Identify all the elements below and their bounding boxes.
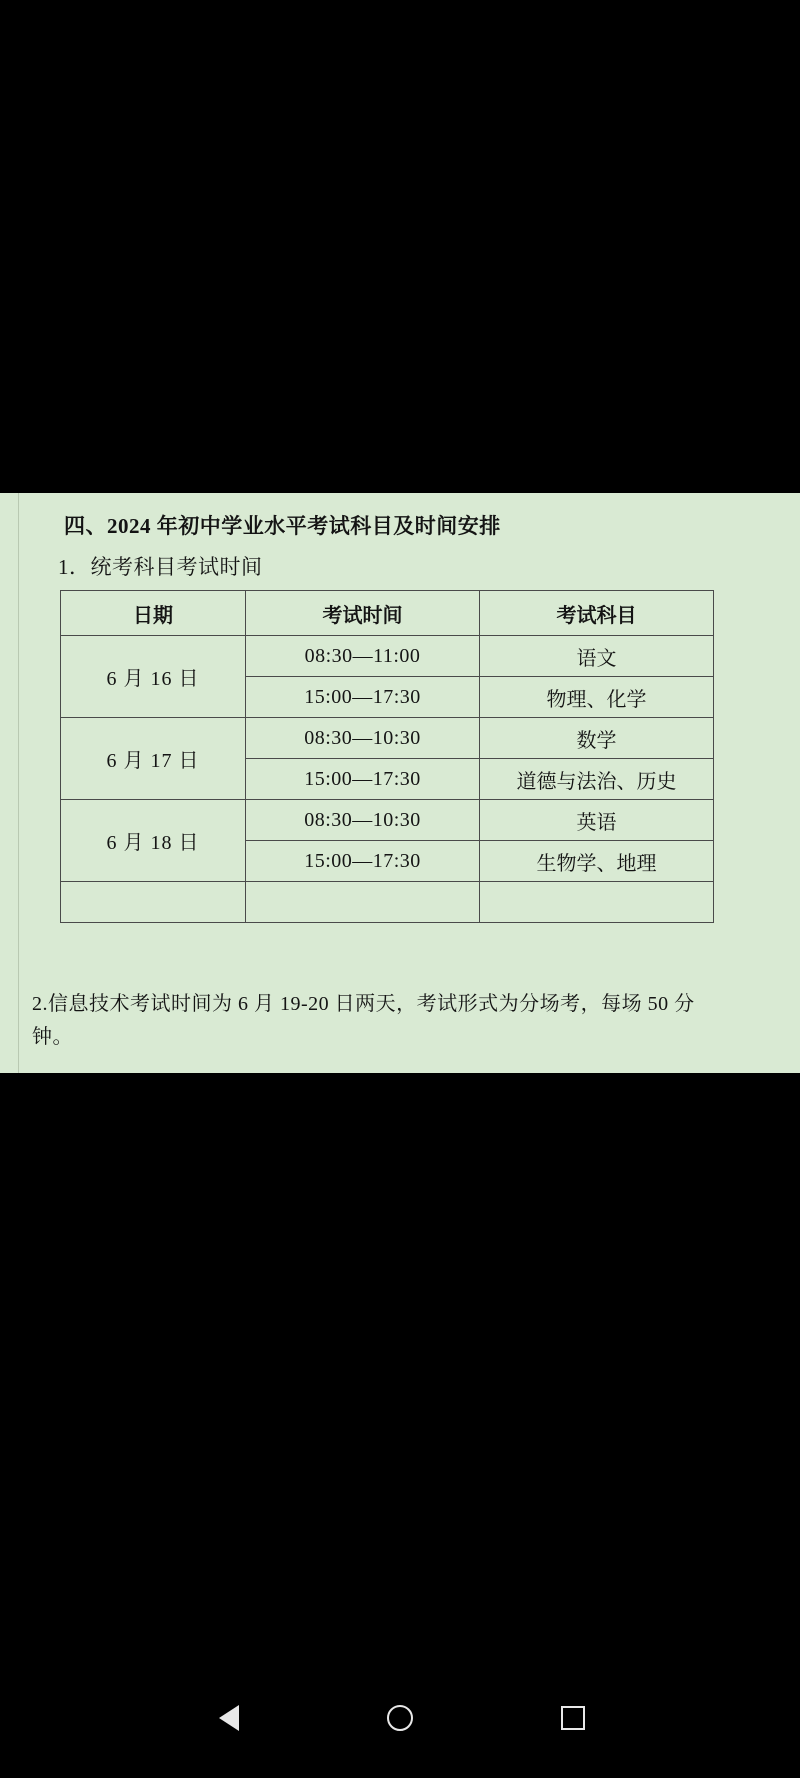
column-header-subject: 考试科目: [480, 591, 714, 636]
column-header-date: 日期: [61, 591, 246, 636]
footnote-text: 2.信息技术考试时间为 6 月 19-20 日两天，考试形式为分场考，每场 50 分钟。: [32, 993, 695, 1048]
cell-subject: 生物学、地理: [480, 841, 714, 882]
cell-time: [246, 882, 480, 923]
section-subtitle: 1．统考科目考试时间: [58, 555, 263, 579]
column-header-time: 考试时间: [246, 591, 480, 636]
cell-subject: [480, 882, 714, 923]
cell-time: 08:30—10:30: [246, 800, 480, 841]
table-row: [61, 718, 714, 759]
document-image: [0, 493, 800, 1073]
table-header-row: [61, 591, 714, 636]
cell-subject: 数学: [480, 718, 714, 759]
cell-time: 08:30—10:30: [246, 718, 480, 759]
page-title: 四、2024 年初中学业水平考试科目及时间安排: [64, 514, 501, 538]
cell-subject: 道德与法治、历史: [480, 759, 714, 800]
exam-schedule-table: [60, 590, 714, 923]
cell-time: 08:30—11:00: [246, 636, 480, 677]
android-navigation-bar: [0, 1658, 800, 1778]
table-row-empty: [61, 882, 714, 923]
cell-time: 15:00—17:30: [246, 677, 480, 718]
page-left-rule: [18, 493, 19, 1073]
cell-subject: 语文: [480, 636, 714, 677]
cell-date: 6 月 17 日: [61, 718, 246, 800]
cell-time: 15:00—17:30: [246, 841, 480, 882]
recent-apps-icon[interactable]: [552, 1697, 594, 1739]
home-icon[interactable]: [379, 1697, 421, 1739]
table-row: [61, 636, 714, 677]
table-row: [61, 800, 714, 841]
cell-subject: 物理、化学: [480, 677, 714, 718]
cell-time: 15:00—17:30: [246, 759, 480, 800]
cell-date: 6 月 16 日: [61, 636, 246, 718]
back-icon[interactable]: [208, 1697, 250, 1739]
cell-date: [61, 882, 246, 923]
cell-date: 6 月 18 日: [61, 800, 246, 882]
cell-subject: 英语: [480, 800, 714, 841]
